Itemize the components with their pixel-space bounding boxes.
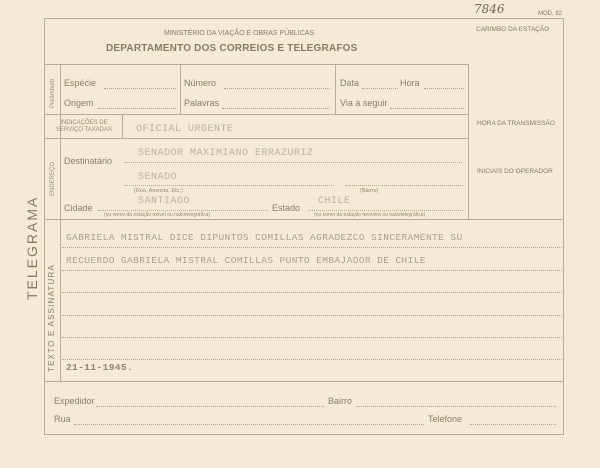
right-column-divider	[468, 64, 469, 219]
rua-caption: (Rua, Avenida, Etc.)	[134, 188, 183, 194]
via-field[interactable]	[390, 108, 464, 109]
department-title: DEPARTAMENTO DOS CORREIOS E TELEGRAFOS	[106, 43, 358, 54]
hora-field[interactable]	[424, 88, 464, 89]
rua-label: Rua	[54, 414, 71, 424]
estado-value[interactable]: CHILE	[318, 196, 351, 207]
transmission-label: HORA DA TRANSMISSÃO	[477, 120, 555, 127]
preambulo-label: Preâmbulo	[50, 78, 56, 108]
left-column-divider	[60, 64, 61, 381]
message-date[interactable]: 21-11-1945.	[66, 362, 134, 373]
indications-label-text: INDICAÇÕES DE SERVIÇO TAXADAS	[55, 120, 113, 133]
stamp-label: CARIMBO DA ESTAÇÃO	[476, 26, 550, 33]
origem-label: Origem	[64, 98, 94, 108]
destinatario-label: Destinatário	[64, 156, 113, 166]
cidade-value[interactable]: SANTIAGO	[138, 196, 191, 207]
estado-caption: (ou nome da estação terrestre ou radiotelegráfica)	[314, 212, 426, 218]
palavras-label: Palavras	[184, 98, 220, 108]
handwritten-number: 7846	[474, 2, 505, 16]
especie-field[interactable]	[104, 88, 176, 89]
telefone-field[interactable]	[470, 424, 556, 425]
bairro-field[interactable]	[356, 406, 556, 407]
telefone-label: Telefone	[428, 414, 463, 424]
data-label: Data	[340, 78, 360, 88]
numero-field[interactable]	[224, 88, 330, 89]
indications-label	[48, 120, 120, 134]
endereco-label: ENDEREÇO	[50, 161, 56, 196]
cidade-label: Cidade	[64, 203, 93, 213]
palavras-field[interactable]	[222, 108, 330, 109]
rua-field[interactable]	[74, 424, 424, 425]
model-label: MOD. 82	[538, 11, 563, 17]
telegrama-title: TELEGRAMA	[24, 195, 40, 300]
ministry-title: MINISTÉRIO DA VIAÇÃO E OBRAS PÚBLICAS	[164, 30, 315, 37]
street-value[interactable]: SENADO	[138, 172, 178, 183]
bairro-label: Bairro	[328, 396, 353, 406]
bairro-caption: (Bairro)	[360, 188, 379, 194]
texto-assinatura-label: TEXTO E ASSINATURA	[47, 264, 56, 372]
expedidor-label: Expedidor	[54, 396, 95, 406]
operator-label: INICIAIS DO OPERADOR	[477, 168, 553, 175]
hora-label: Hora	[400, 78, 420, 88]
message-line-1[interactable]: GABRIELA MISTRAL DICE DIPUNTOS COMILLAS AGRADEZCO SINCERAMENTE SU	[66, 232, 463, 243]
indications-value[interactable]: OFICIAL URGENTE	[136, 124, 234, 135]
expedidor-field[interactable]	[96, 406, 324, 407]
data-field[interactable]	[362, 88, 398, 89]
destinatario-value[interactable]: SENADOR MAXIMIANO ERRAZURIZ	[138, 148, 314, 159]
cidade-caption: (ou nome da estação móvel ou radiotelegráfica)	[104, 212, 210, 218]
origem-field[interactable]	[98, 108, 176, 109]
especie-label: Espécie	[64, 78, 97, 88]
via-label: Via a seguir	[340, 98, 388, 108]
estado-label: Estado	[272, 203, 301, 213]
message-line-2[interactable]: RECUERDO GABRIELA MISTRAL COMILLAS PUNTO EMBAJADOR DE CHILE	[66, 255, 426, 266]
numero-label: Número	[184, 78, 217, 88]
